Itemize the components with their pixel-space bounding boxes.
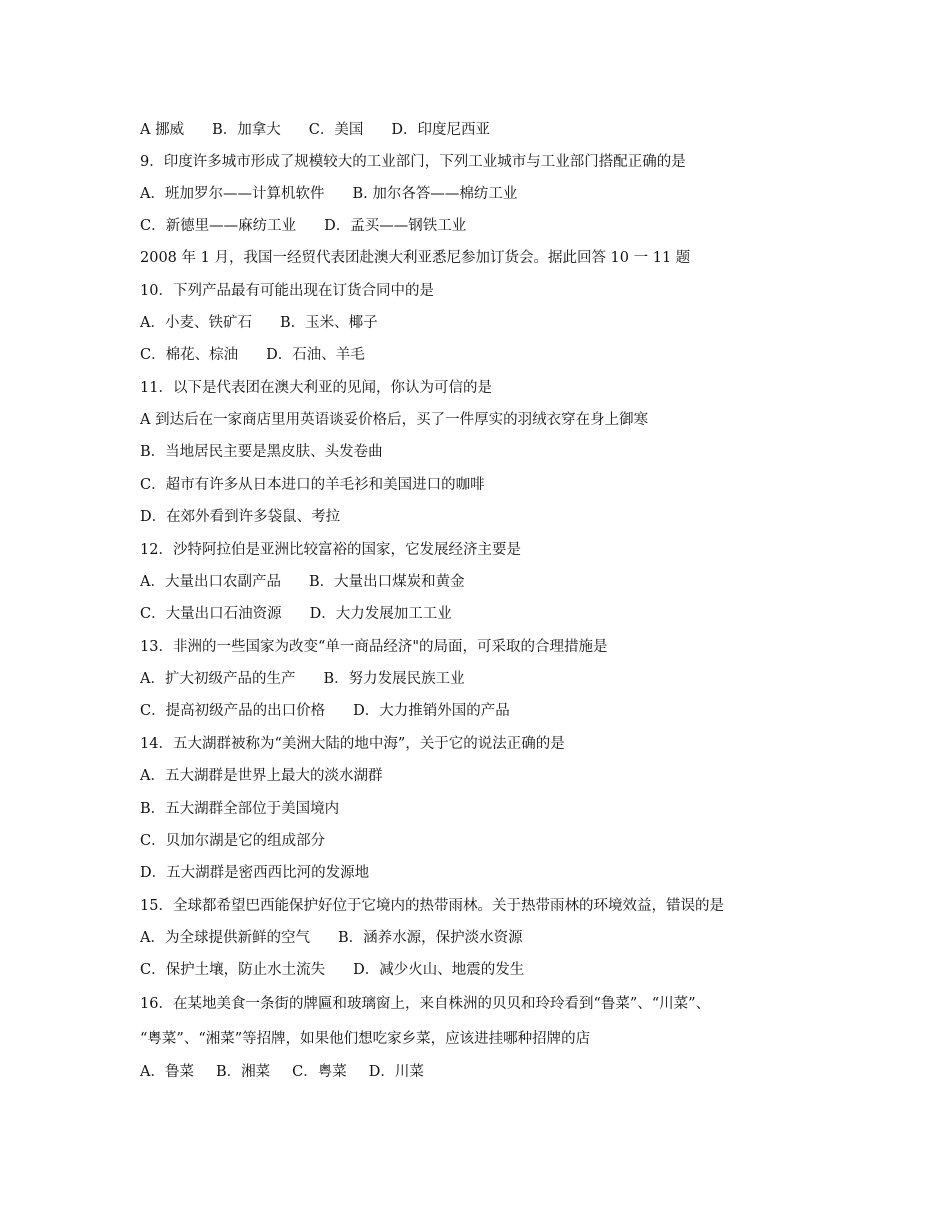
question-9: 9．印度许多城市形成了规模较大的工业部门，下列工业城市与工业部门搭配正确的是 [140, 154, 686, 170]
option-d: D．大力推销外国的产品 [353, 703, 510, 719]
q11-option-c: C．超市有许多从日本进口的羊毛衫和美国进口的咖啡 [140, 477, 485, 493]
option-b: B．湘菜 [215, 1064, 271, 1080]
option-a: A．扩大初级产品的生产 [140, 671, 296, 687]
question-15: 15．全球都希望巴西能保护好位于它境内的热带雨林。关于热带雨林的环境效益，错误的是 [140, 898, 724, 914]
q12-options-ab [140, 572, 465, 592]
option-b: B．涵养水源，保护淡水资源 [337, 930, 523, 946]
option-b: B．大量出口煤炭和黄金 [308, 574, 465, 590]
option-d: D．大力发展加工工业 [309, 606, 452, 622]
q13-options-cd [140, 701, 510, 721]
q11-option-b: B．当地居民主要是黑皮肤、头发卷曲 [140, 444, 383, 460]
q15-options-cd [140, 960, 524, 980]
question-10: 10．下列产品最有可能出现在订货合同中的是 [140, 283, 434, 299]
question-14: 14．五大湖群被称为“美洲大陆的地中海”，关于它的说法正确的是 [140, 736, 565, 752]
option-a: A．为全球提供新鲜的空气 [140, 930, 310, 946]
option-c: C．棉花、棕油 [140, 347, 239, 363]
question-11: 11．以下是代表团在澳大利亚的见闻，你认为可信的是 [140, 380, 492, 396]
option-c: C．保护土壤，防止水土流失 [140, 962, 326, 978]
question-16-line2: “粤菜”、“湘菜”等招牌，如果他们想吃家乡菜，应该进挂哪种招牌的店 [140, 1031, 591, 1047]
option-b: B. 加尔各答——棉纺工业 [352, 186, 518, 202]
option-c: C．新德里——麻纺工业 [140, 218, 297, 234]
q14-option-b: B．五大湖群全部位于美国境内 [140, 801, 340, 817]
question-13: 13．非洲的一些国家为改变“单一商品经济"的局面，可采取的合理措施是 [140, 639, 608, 655]
q16-options [140, 1062, 424, 1082]
option-d: D．川菜 [368, 1064, 424, 1080]
option-d: D．减少火山、地震的发生 [353, 962, 525, 978]
q14-option-a: A．五大湖群是世界上最大的淡水湖群 [140, 768, 383, 784]
q10-options-cd [140, 345, 365, 365]
option-b: B．玉米、椰子 [279, 315, 378, 331]
option-a: A．鲁菜 [140, 1064, 194, 1080]
option-c: C．粤菜 [292, 1064, 347, 1080]
option-c: C．提高初级产品的出口价格 [140, 703, 326, 719]
group-intro: 2008 年 1 月，我国一经贸代表团赴澳大利亚悉尼参加订货会。据此回答 10 一 11 题 [140, 250, 691, 266]
option-a: A．小麦、铁矿石 [140, 315, 252, 331]
q8-options [140, 120, 490, 140]
q9-options-ab [140, 184, 517, 204]
q15-options-ab [140, 928, 523, 948]
option-a: A．大量出口农副产品 [140, 574, 281, 590]
question-12: 12．沙特阿拉伯是亚洲比较富裕的国家，它发展经济主要是 [140, 542, 521, 558]
q11-option-d: D．在郊外看到许多袋鼠、考拉 [140, 509, 341, 525]
option-b: B．加拿大 [212, 122, 281, 138]
q9-options-cd [140, 216, 466, 236]
q10-options-ab [140, 313, 378, 333]
q12-options-cd [140, 604, 452, 624]
option-c: C．美国 [308, 122, 364, 138]
option-a: A 挪威 [140, 122, 185, 138]
q11-option-a: A 到达后在一家商店里用英语谈妥价格后，买了一件厚实的羽绒衣穿在身上御寒 [140, 412, 649, 428]
q13-options-ab [140, 669, 465, 689]
q14-option-c: C．贝加尔湖是它的组成部分 [140, 833, 326, 849]
option-b: B．努力发展民族工业 [323, 671, 465, 687]
option-c: C．大量出口石油资源 [140, 606, 282, 622]
option-d: D．孟买——钢铁工业 [324, 218, 467, 234]
question-16-line1: 16．在某地美食一条街的牌匾和玻璃窗上，来自株洲的贝贝和玲玲看到“鲁菜”、“川菜”、 [140, 996, 711, 1012]
q14-option-d: D．五大湖群是密西西比河的发源地 [140, 865, 370, 881]
option-d: D．石油、羊毛 [266, 347, 365, 363]
option-d: D．印度尼西亚 [391, 122, 490, 138]
option-a: A．班加罗尔——计算机软件 [140, 186, 325, 202]
